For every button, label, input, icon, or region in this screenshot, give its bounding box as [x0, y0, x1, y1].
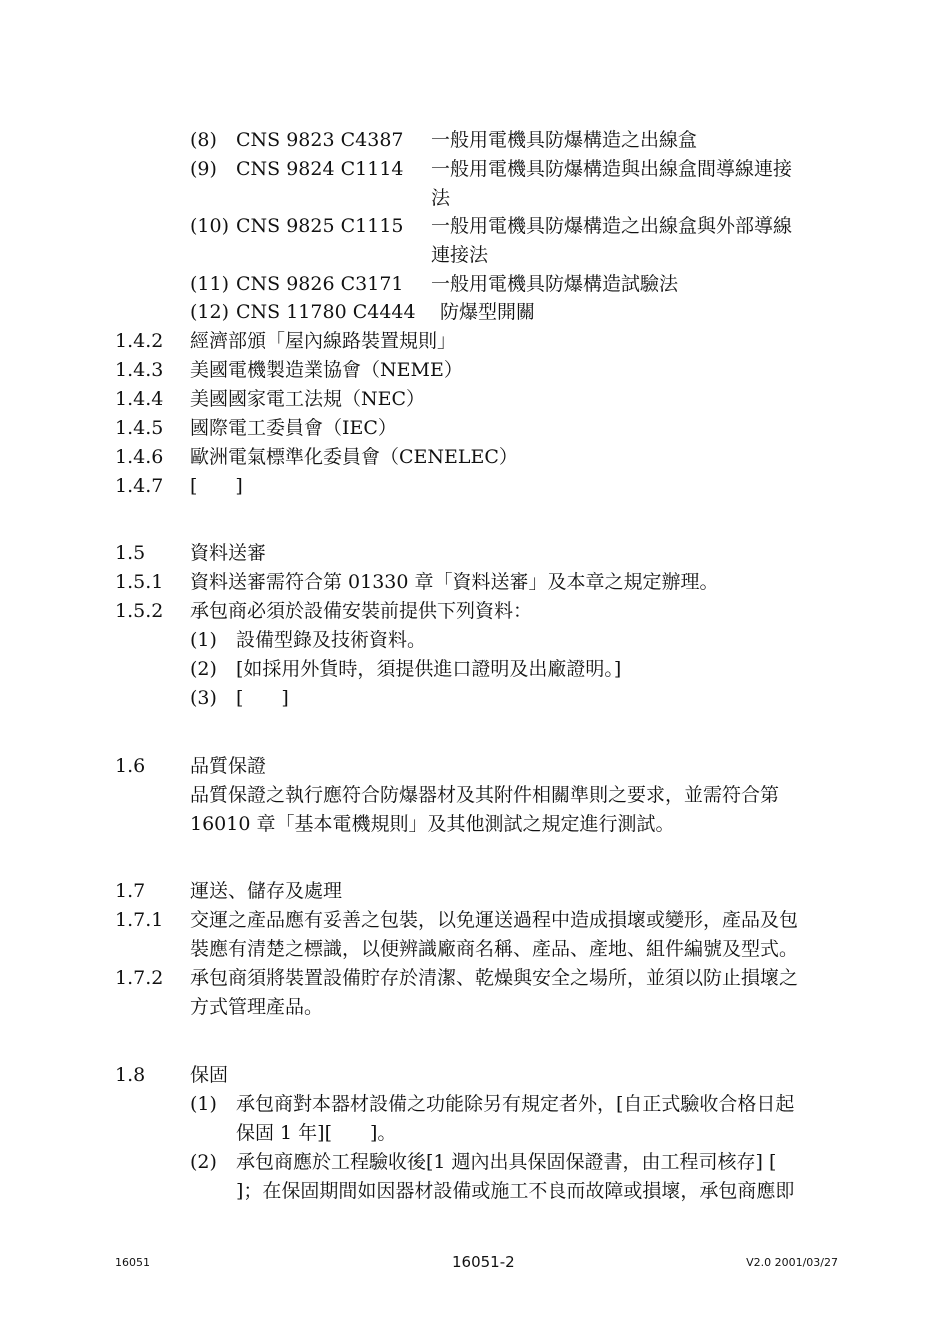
footer-page-number: 16051-2: [452, 1253, 515, 1271]
footer-section-number: 16051: [115, 1256, 150, 1269]
document-page: (8) CNS 9823 C4387 一般用電機具防爆構造之出線盒 (9) CNS 9824 C1114 一般用電機具防爆構造與出線盒間導線連接 法 (10) CNS 9825 C1115 一般用電機具防爆構造之出線盒與外部導線 連接法 (11) CNS 9826 C3171 一般用電機具防爆構造試驗法 (12) CNS 11780 C4444 防爆型開關 1.4.2 經濟部頒「屋內線路裝置規則」 1.4.3 美國電機製造業協會（NEME） 1.4.4 美國國家電工法規（NEC） 1.4.5 國際電工委員會（IEC） 1.4.6 歐洲電氣標準化委員會（CENELEC） 1.4.7 [ ] 1.5 資料送審 1.5.1 資料送審需符合第 01330 章「資料送審」及本章之規定辦理。 1.5.2 承包商必須於設備安裝前提供下列資料： (1) 設備型錄及技術資料。 (2) [如採用外貨時，須提供進口證明及出廠證明。] (3) [ ] 1.6 品質保證 品質保證之執行應符合防爆器材及其附件相關準則之要求，並需符合第 16010 章「基本電機規則」及其他測試之規定進行測試。 1.7 運送、儲存及處理 1.7.1 交運之產品應有妥善之包裝，以免運送過程中造成損壞或變形，產品及包 裝應有清楚之標識，以便辨識廠商名稱、產品、產地、組件編號及型式。 1.7.2 承包商須將裝置設備貯存於清潔、乾燥與安全之場所，並須以防止損壞之 方式管理產品。 1.8 保固 (1) 承包商對本器材設備之功能除另有規定者外，[自正式驗收合格日起 保固 1 年][ ]。 (2) 承包商應於工程驗收後[1 週內出具保固保證書，由工程司核存] [ ]；在保固期間如因器材設備或施工不良而故障或損壞，承包商應即 16051 16051-2 V2.0 2001/03/27: [115, 129, 838, 1271]
footer-version: V2.0 2001/03/27: [746, 1256, 838, 1269]
